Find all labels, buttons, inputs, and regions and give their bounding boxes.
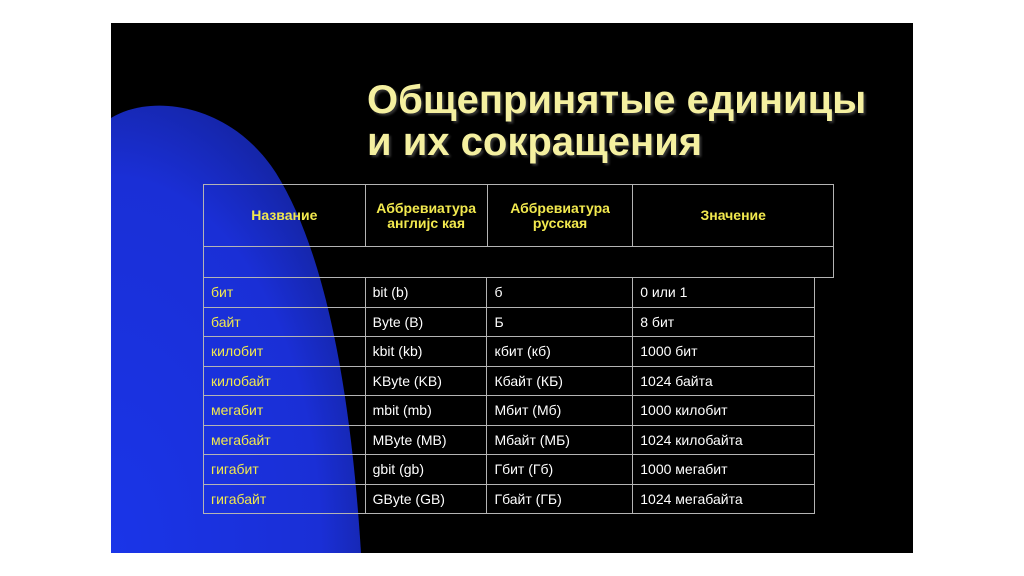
cell-name: бит xyxy=(204,278,366,308)
cell-value: 1000 килобит xyxy=(633,396,815,426)
table-row xyxy=(204,484,815,514)
header-value: Значение xyxy=(633,185,834,247)
cell-abbr-en: kbit (kb) xyxy=(365,337,487,367)
cell-abbr-en: Byte (B) xyxy=(365,307,487,337)
cell-value: 1024 байта xyxy=(633,366,815,396)
header-row xyxy=(204,185,834,247)
cell-abbr-en: mbit (mb) xyxy=(365,396,487,426)
slide xyxy=(111,23,913,553)
header-name: Название xyxy=(204,185,366,247)
title-line-2: и их сокращения xyxy=(367,120,703,164)
cell-abbr-ru: Б xyxy=(487,307,633,337)
cell-abbr-ru: Кбайт (КБ) xyxy=(487,366,633,396)
cell-value: 8 бит xyxy=(633,307,815,337)
cell-abbr-en: KByte (KB) xyxy=(365,366,487,396)
cell-value: 1000 бит xyxy=(633,337,815,367)
cell-value: 1024 килобайта xyxy=(633,425,815,455)
table-row xyxy=(204,425,815,455)
table-row xyxy=(204,337,815,367)
cell-abbr-ru: кбит (кб) xyxy=(487,337,633,367)
cell-name: мегабит xyxy=(204,396,366,426)
header-abbr-ru: Аббревиатура русская xyxy=(487,185,633,247)
cell-name: килобайт xyxy=(204,366,366,396)
cell-name: мегабайт xyxy=(204,425,366,455)
cell-abbr-ru: Гбайт (ГБ) xyxy=(487,484,633,514)
cell-abbr-en: MByte (MB) xyxy=(365,425,487,455)
units-table-body xyxy=(203,277,815,514)
cell-value: 1000 мегабит xyxy=(633,455,815,485)
cell-abbr-en: GByte (GB) xyxy=(365,484,487,514)
cell-value: 1024 мегабайта xyxy=(633,484,815,514)
table-row xyxy=(204,366,815,396)
cell-name: килобит xyxy=(204,337,366,367)
cell-name: гигабайт xyxy=(204,484,366,514)
header-abbr-en: Аббревиатура англиjс кая xyxy=(365,185,487,247)
units-table-header xyxy=(203,184,834,278)
cell-abbr-en: gbit (gb) xyxy=(365,455,487,485)
cell-abbr-ru: б xyxy=(487,278,633,308)
cell-value: 0 или 1 xyxy=(633,278,815,308)
table-row xyxy=(204,396,815,426)
header-spacer-cell xyxy=(204,247,834,278)
slide-title xyxy=(367,79,866,163)
cell-abbr-ru: Гбит (Гб) xyxy=(487,455,633,485)
table-row xyxy=(204,278,815,308)
title-line-1: Общепринятые единицы xyxy=(367,78,867,122)
table-row xyxy=(204,455,815,485)
table-row xyxy=(204,307,815,337)
cell-name: гигабит xyxy=(204,455,366,485)
cell-abbr-en: bit (b) xyxy=(365,278,487,308)
header-spacer-row xyxy=(204,247,834,278)
cell-abbr-ru: Мбит (Мб) xyxy=(487,396,633,426)
cell-name: байт xyxy=(204,307,366,337)
cell-abbr-ru: Мбайт (МБ) xyxy=(487,425,633,455)
